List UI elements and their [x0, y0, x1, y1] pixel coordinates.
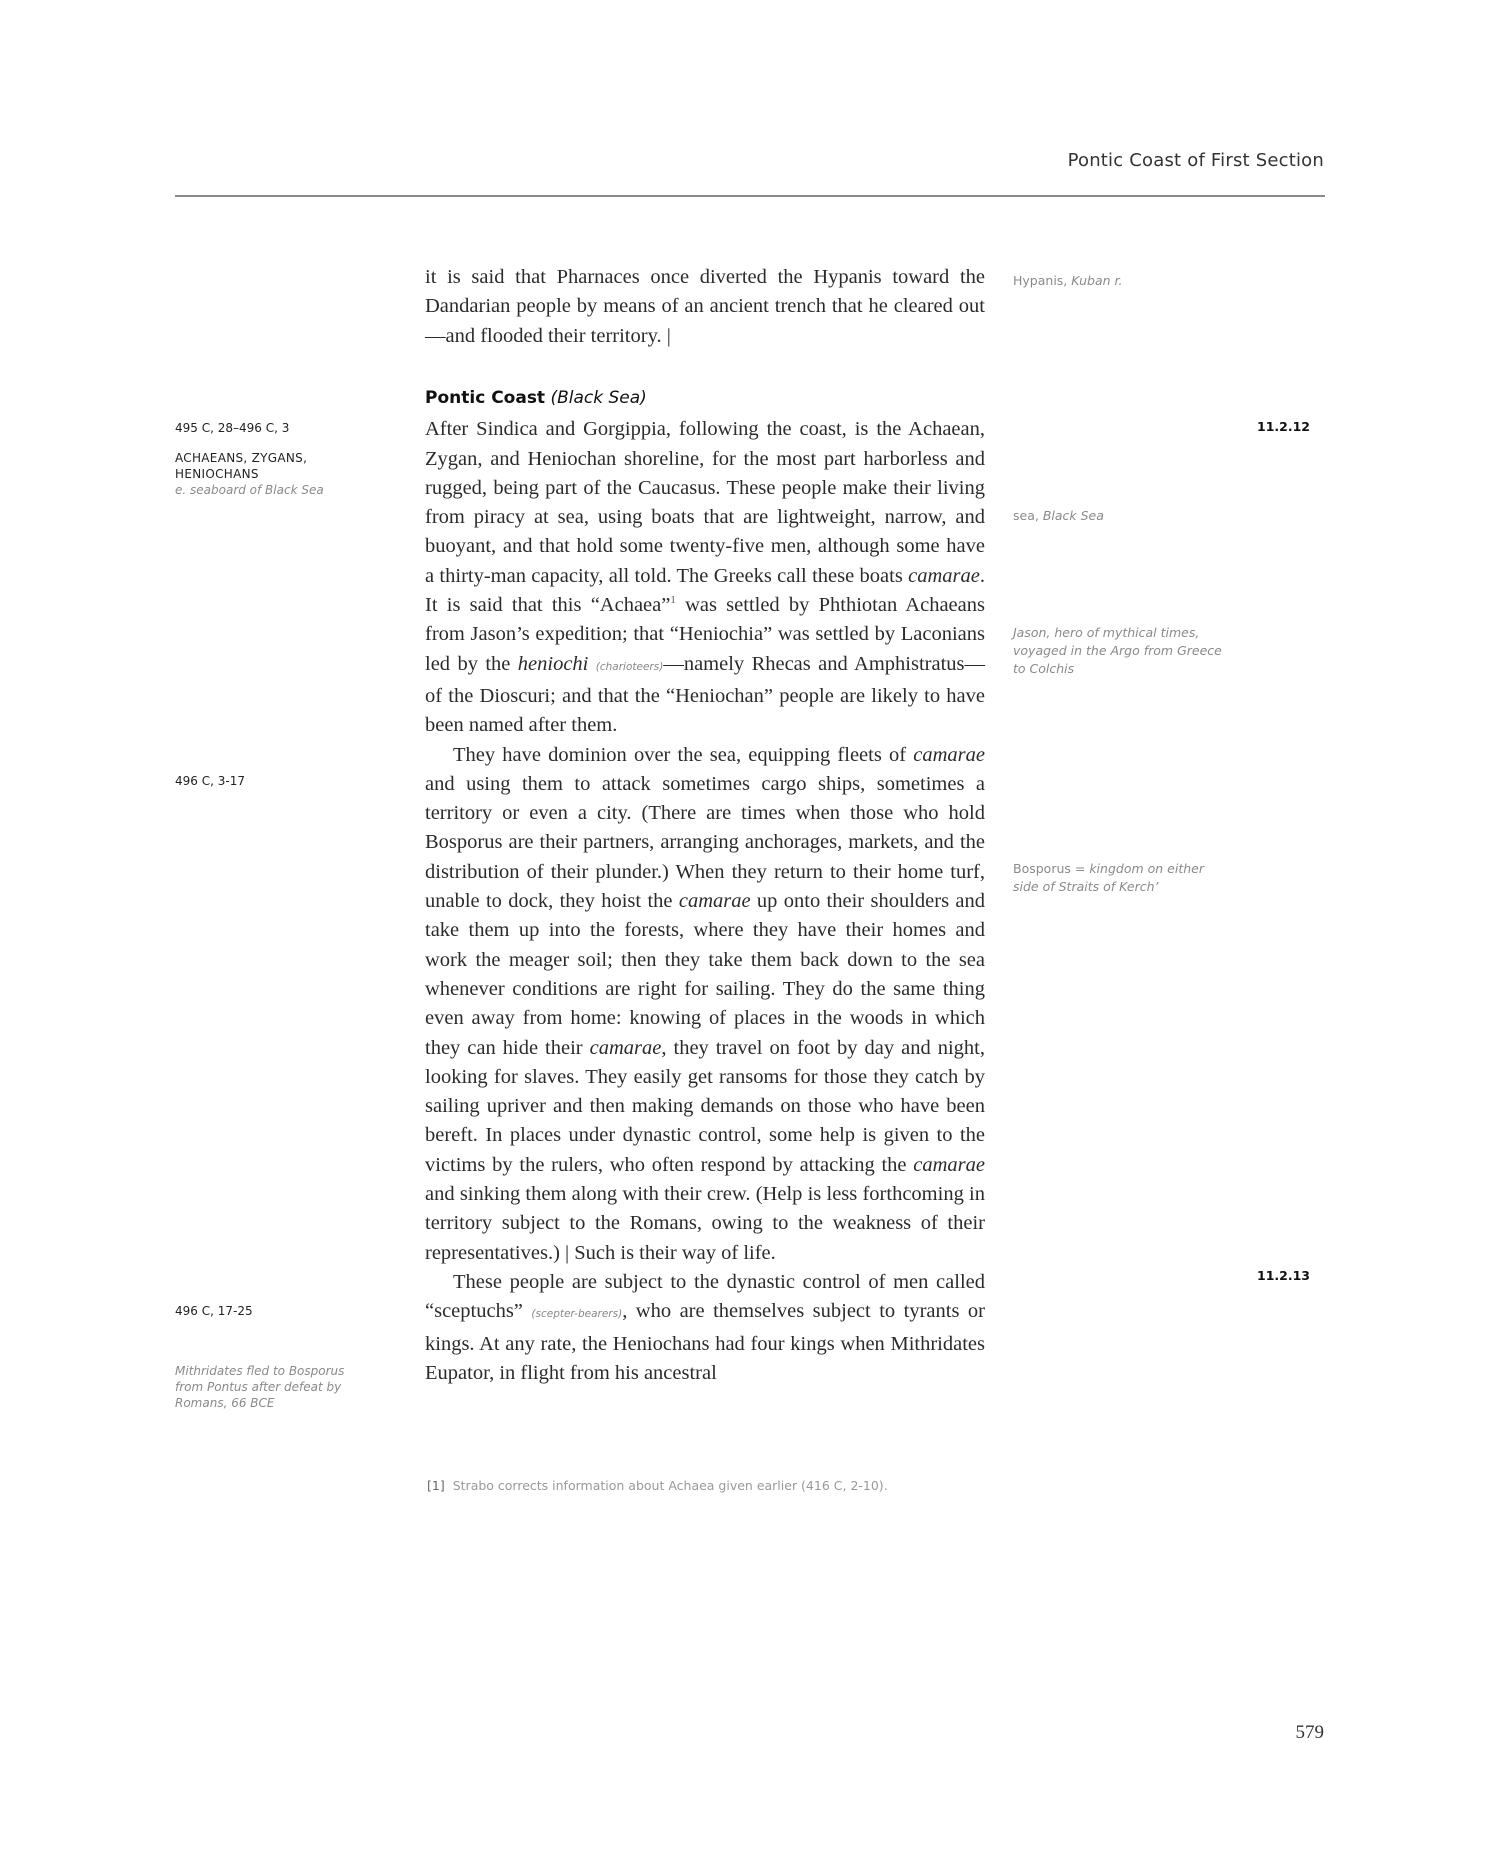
text-run: was settled by Phthiotan Achaeans from Jason’s expedition; that “Heniochia” was settled by Laconians led by the [425, 594, 985, 675]
right-note-bosporus [1013, 860, 1228, 896]
text-run: —namely Rhecas and Amphistratus—of the Dioscuri; and that the “Heniochan” people are likely to have been named after them. [425, 652, 985, 737]
text-run: They have dominion over the sea, equipping fleets of [453, 743, 914, 766]
paragraph-1 [425, 415, 985, 740]
margin-heading: ACHAEANS, ZYGANS, HENIOCHANS [175, 451, 308, 481]
text-run: and using them to attack sometimes cargo ships, sometimes a territory or even a city. (There are times when those who hold Bosporus are their partners, arranging anchorages, markets, and the distribution of their plunder.) When they return to their home turf, unable to dock, they hoist the [425, 772, 985, 913]
note-term: Hypanis, [1013, 273, 1072, 288]
footnote-ref[interactable]: 1 [670, 594, 676, 607]
text-run: These people are subject to the dynastic control of men called “sceptuchs” [425, 1270, 985, 1323]
text-run: , they travel on foot by day and night, looking for slaves. They easily get ransoms for those they catch by sailing upriver and then making demands on those who have been bereft. In places under dynastic control, some help is given to the victims by the rulers, who often respond by attacking the [425, 1036, 985, 1176]
intro-paragraph: it is said that Pharnaces once diverted the Hypanis toward the Dandarian people by means of an ancient trench that he cleared out—and flooded their territory. | [425, 266, 985, 347]
note-term: sea, [1013, 508, 1043, 523]
right-note-hypanis [1013, 272, 1243, 290]
section-heading-title: Pontic Coast [425, 388, 546, 408]
section-heading-subtitle: (Black Sea) [550, 388, 647, 408]
margin-note: Mithridates fled to Bosporus from Pontus after defeat by Romans, 66 BCE [175, 1364, 345, 1410]
running-head: Pontic Coast of First Section [1067, 150, 1324, 171]
note-gloss: Black Sea [1042, 508, 1104, 523]
section-number-11-2-12: 11.2.12 [1257, 419, 1310, 434]
term-camarae: camarae [678, 890, 751, 913]
term-camarae: camarae [908, 564, 980, 587]
footnote-1 [427, 1478, 888, 1493]
term-camarae: camarae [913, 1153, 985, 1176]
paragraph-2 [425, 741, 985, 1268]
term-heniochi: heniochi [517, 652, 589, 675]
term-camarae: camarae [913, 743, 985, 766]
header-rule [175, 195, 1325, 197]
note-gloss: kingdom on either side of Straits of Kerch’ [1013, 861, 1204, 894]
left-note-ref-2 [175, 773, 355, 789]
stephanus-ref: 495 C, 28–496 C, 3 [175, 421, 290, 435]
gloss-scepter-bearers: (scepter-bearers) [531, 1308, 623, 1321]
text-run: . It is said that this “Achaea” [425, 564, 985, 617]
note-term: Bosporus = [1013, 861, 1090, 876]
text-run: and sinking them along with their crew. (Help is less forthcoming in territory subject to the Romans, owing to the weakness of their representatives.) | Such is their way of life. [425, 1183, 985, 1264]
section-heading [425, 384, 985, 413]
right-note-sea [1013, 507, 1243, 525]
left-note-ref-1 [175, 420, 355, 436]
text-run: up onto their shoulders and take them up into the forests, where they have their homes and work the meager soil; then they take them back down to the sea whenever conditions are right for sailing. They do the same thing even away from home: knowing of places in the woods in which they can hide their [425, 890, 985, 1059]
section-number-11-2-13: 11.2.13 [1257, 1268, 1310, 1283]
text-run: , who are themselves subject to tyrants or kings. At any rate, the Heniochans had four kings when Mithridates Eupator, in flight from his ancestral [425, 1300, 985, 1384]
text-run: After Sindica and Gorgippia, following the coast, is the Achaean, Zygan, and Heniochan shoreline, for the most part harborless and rugged, being part of the Caucasus. These people make their living from piracy at sea, using boats that are lightweight, narrow, and buoyant, and that hold some twenty-five men, although some have a thirty-man capacity, all told. The Greeks call these boats [425, 418, 985, 587]
paragraph-3 [425, 1268, 985, 1388]
footnote-mark: [1] [427, 1478, 445, 1493]
footnote-text: Strabo corrects information about Achaea given earlier (416 C, 2-10). [452, 1478, 888, 1493]
stephanus-ref: 496 C, 17-25 [175, 1304, 253, 1318]
term-camarae: camarae [589, 1036, 662, 1059]
margin-heading-sub: e. seaboard of Black Sea [175, 483, 324, 497]
note-gloss: Kuban r. [1071, 273, 1123, 288]
left-note-mithridates [175, 1363, 355, 1411]
stephanus-ref: 496 C, 3-17 [175, 774, 245, 788]
gloss-charioteers: (charioteers) [595, 660, 664, 673]
body-intro [425, 263, 985, 351]
left-note-ref-3 [175, 1303, 355, 1319]
left-note-heading [175, 450, 355, 498]
note-gloss: Jason, hero of mythical times, voyaged in the Argo from Greece to Colchis [1013, 625, 1222, 676]
body-section [425, 384, 985, 1388]
page-number: 579 [1295, 1722, 1324, 1743]
right-note-jason [1013, 624, 1233, 678]
